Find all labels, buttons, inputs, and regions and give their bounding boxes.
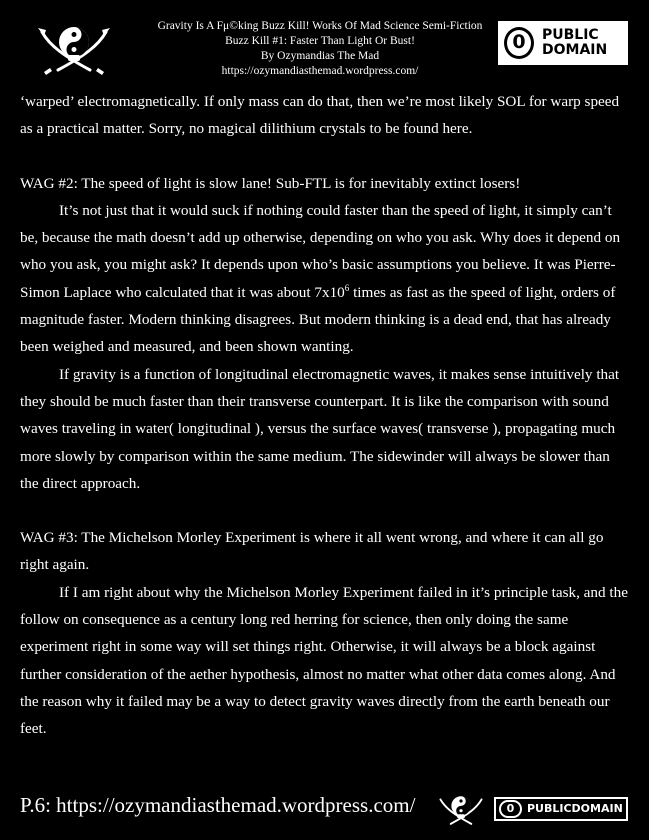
exponent: 6 bbox=[344, 282, 350, 293]
page-number-url: P.6: https://ozymandiasthemad.wordpress.com/ bbox=[20, 793, 416, 817]
public-domain-icon: 0 bbox=[499, 800, 522, 818]
wag-3-heading: WAG #3: The Michelson Morley Experiment is where it all went wrong, and where it can all go right again. bbox=[20, 529, 604, 574]
website-url: https://ozymandiasthemad.wordpress.com/ bbox=[221, 65, 419, 77]
footer-public-domain-badge bbox=[494, 797, 628, 821]
public-domain-icon: 0 bbox=[504, 27, 534, 59]
paragraph-intro: ‘warped’ electromagnetically. If only mass can do that, then we’re most likely SOL for warp speed as a practical matter. Sorry, no magical dilithium crystals to be found here. bbox=[20, 93, 620, 138]
jolly-roger-yin-yang-icon bbox=[36, 22, 112, 78]
laplace-text-a: It’s not just that it would suck if nothing could faster than the speed of light, it simply can’t be, because the math doesn’t add up otherwise, depending on who you ask. Why does it depend on who you ask, you might ask? It depends upon who’s basic assumptions you believe. It was Pierre-Simon Laplace who calculated that it was about 7x10 bbox=[20, 201, 621, 301]
paragraph-michelson-morley: If I am right about why the Michelson Morley Experiment failed in it’s principle task, and the follow on consequence as a century long red herring for science, then only doing the same experiment right in some way will set things right. Otherwise, it will always be a block against further consideration of the aether hypothesis, almost no matter what other data comes along. And the reason why it failed may be a way to detect gravity waves directly from the earth beneath our feet. bbox=[20, 583, 628, 738]
page-body bbox=[20, 88, 628, 743]
wag-2-heading: WAG #2: The speed of light is slow lane! Sub-FTL is for inevitably extinct losers! bbox=[20, 174, 521, 192]
footer-badge-text: PUBLICDOMAIN bbox=[527, 802, 623, 815]
jolly-roger-yin-yang-icon bbox=[436, 793, 486, 829]
paragraph-laplace bbox=[20, 197, 628, 361]
badge-line-public: PUBLIC bbox=[542, 27, 599, 43]
series-title: Gravity Is A Fμ©king Buzz Kill! Works Of Mad Science Semi-Fiction bbox=[157, 20, 483, 32]
public-domain-badge bbox=[498, 21, 628, 65]
episode-title: Buzz Kill #1: Faster Than Light Or Bust! bbox=[225, 35, 415, 47]
header-block bbox=[150, 19, 490, 79]
badge-line-domain: DOMAIN bbox=[542, 42, 608, 58]
paragraph-longitudinal: If gravity is a function of longitudinal electromagnetic waves, it makes sense intuitively that they should be much faster than their transverse counterpart. It is like the comparison with sound waves traveling in water( longitudinal ), versus the surface waves( transverse ), propagating much more slowly by comparison within the same medium. The sidewinder will always be slower than the direct approach. bbox=[20, 365, 620, 492]
laplace-text-b: times as fast as the speed of light, orders of magnitude faster. Modern thinking disagrees. But modern thinking is a dead end, that has already been weighed and measured, and been shown wanting. bbox=[20, 283, 616, 356]
author-line: By Ozymandias The Mad bbox=[260, 50, 380, 62]
